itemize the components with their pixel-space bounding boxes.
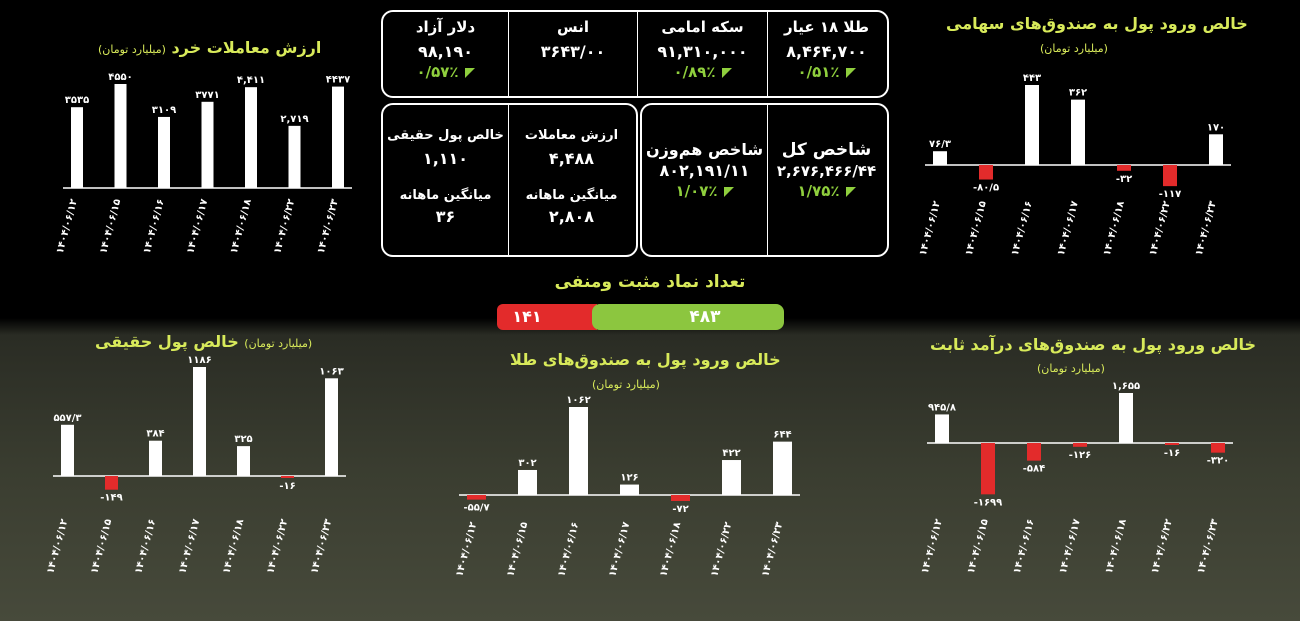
bar — [1025, 85, 1039, 165]
retail-title: ارزش معاملات خرد (میلیارد تومان) — [98, 38, 322, 57]
trade-value-label: ارزش معاملات — [524, 128, 619, 143]
price-cell-gold18 — [768, 18, 885, 81]
equity-unit: (میلیارد تومان) — [1040, 42, 1108, 55]
bar — [935, 414, 949, 443]
dollar-label: دلار آزاد — [415, 18, 476, 36]
fixed-income-title: خالص ورود پول به صندوق‌های درآمد ثابت — [930, 335, 1257, 354]
category-label: ۱۴۰۴/۰۶/۱۶ — [133, 517, 159, 576]
data-label: -۵۵/۷ — [463, 502, 490, 514]
real-money-label: خالص پول حقیقی — [387, 128, 504, 143]
data-label: ۵۵۷/۳ — [53, 412, 82, 424]
category-label: ۱۴۰۴/۰۶/۱۷ — [1057, 517, 1083, 576]
trade-avg-value: ۲,۸۰۸ — [548, 207, 595, 226]
data-label: ۳۶۲ — [1068, 87, 1088, 99]
bar — [1119, 393, 1133, 443]
data-label: ۳۵۳۵ — [64, 95, 90, 107]
fixed-income-unit: (میلیارد تومان) — [1037, 362, 1105, 375]
bar — [158, 117, 170, 188]
total-index-cell — [768, 140, 885, 200]
bar — [467, 495, 486, 500]
up-arrow-icon — [846, 187, 856, 197]
category-label: ۱۴۰۴/۰۶/۱۶ — [1011, 517, 1037, 576]
ounce-value: ۳۶۴۳/۰۰ — [540, 42, 606, 61]
category-label: ۱۴۰۴/۰۶/۱۷ — [185, 197, 211, 256]
data-label: ۳۸۴ — [146, 428, 165, 440]
bar — [202, 102, 214, 188]
gold-funds-unit: (میلیارد تومان) — [592, 378, 660, 391]
category-label: ۱۴۰۴/۰۶/۱۶ — [141, 197, 167, 256]
dollar-change: ۰/۵۷٪ — [383, 63, 508, 81]
category-label: ۱۴۰۴/۰۶/۱۵ — [963, 199, 989, 258]
real-money-chart — [45, 355, 360, 585]
data-label: ۴,۴۱۱ — [236, 75, 266, 87]
equal-weight-index-cell — [642, 140, 767, 200]
data-label: -۱۲۶ — [1068, 449, 1092, 461]
retail-value-chart — [50, 70, 360, 260]
bar — [245, 87, 257, 188]
bar — [149, 441, 162, 476]
gold-funds-title: خالص ورود پول به صندوق‌های طلا — [510, 350, 781, 369]
data-label: ۱۷۰ — [1206, 122, 1226, 134]
up-arrow-icon — [722, 68, 732, 78]
data-label: ۴۲۲ — [722, 448, 741, 460]
real-avg-label: میانگین ماهانه — [399, 188, 492, 203]
category-label: ۱۴۰۴/۰۶/۱۲ — [454, 520, 480, 579]
gold18-change: ۰/۵۱٪ — [768, 63, 885, 81]
coin-label: سکه امامی — [661, 18, 744, 36]
category-label: ۱۴۰۴/۰۶/۱۶ — [556, 520, 582, 579]
price-cell-coin — [638, 18, 767, 81]
bar — [979, 165, 993, 180]
category-label: ۱۴۰۴/۰۶/۱۵ — [505, 520, 531, 579]
data-label: ۱۰۶۳ — [319, 366, 344, 378]
up-arrow-icon — [465, 68, 475, 78]
data-label: ۱۱۸۶ — [187, 355, 212, 366]
data-label: -۵۸۴ — [1022, 463, 1046, 475]
category-label: ۱۴۰۴/۰۶/۲۲ — [265, 517, 291, 576]
category-label: ۱۴۰۴/۰۶/۱۷ — [607, 520, 633, 579]
data-label: ۳۰۲ — [518, 457, 537, 469]
trade-value-value: ۴,۴۸۸ — [548, 149, 595, 168]
bar — [1209, 134, 1223, 165]
data-label: ۱۰۶۲ — [566, 395, 591, 406]
data-label: -۳۲۰ — [1206, 455, 1230, 467]
data-label: -۱۱۷ — [1158, 189, 1182, 201]
trade-avg-label: میانگین ماهانه — [525, 188, 618, 203]
bar — [1073, 443, 1087, 447]
bar — [332, 87, 344, 188]
category-label: ۱۴۰۴/۰۶/۲۳ — [1195, 517, 1221, 576]
bar — [237, 446, 250, 476]
category-label: ۱۴۰۴/۰۶/۲۳ — [309, 517, 335, 576]
bar — [620, 485, 639, 495]
data-label: ۱۲۶ — [620, 472, 639, 484]
data-label: -۱۶۹۹ — [973, 497, 1003, 509]
bar — [1163, 165, 1177, 186]
data-label: ۷۶/۳ — [929, 139, 951, 151]
category-label: ۱۴۰۴/۰۶/۱۷ — [1055, 199, 1081, 258]
coin-value: ۹۱,۳۱۰,۰۰۰ — [657, 42, 748, 61]
category-label: ۱۴۰۴/۰۶/۱۲ — [54, 197, 80, 256]
total-index-label: شاخص کل — [781, 140, 872, 160]
data-label: -۱۶ — [1163, 448, 1181, 459]
real-money-chart-title: (میلیارد تومان) خالص پول حقیقی — [95, 332, 313, 351]
category-label: ۱۴۰۴/۰۶/۱۸ — [221, 517, 247, 576]
data-label: -۷۲ — [672, 503, 689, 515]
bar — [1165, 443, 1179, 445]
negative-count: ۱۴۱ — [512, 307, 542, 326]
gold18-label: طلا ۱۸ عیار — [784, 18, 869, 36]
data-label: ۶۴۴ — [773, 429, 792, 441]
bar — [289, 126, 301, 188]
category-label: ۱۴۰۴/۰۶/۱۲ — [45, 517, 71, 576]
category-label: ۱۴۰۴/۰۶/۱۵ — [965, 517, 991, 576]
category-label: ۱۴۰۴/۰۶/۲۳ — [760, 520, 786, 579]
data-label: -۳۲ — [1115, 173, 1133, 185]
data-label: ۳۲۵ — [234, 434, 253, 446]
bar — [518, 470, 537, 495]
bar — [61, 425, 74, 476]
category-label: ۱۴۰۴/۰۶/۲۳ — [315, 197, 341, 256]
price-cell-ounce — [509, 18, 637, 61]
data-label: ۲,۷۱۹ — [280, 113, 309, 125]
bar — [193, 367, 206, 476]
bar — [1027, 443, 1041, 461]
bar — [933, 151, 947, 165]
trade-value-cell — [509, 128, 634, 226]
equity-title: خالص ورود پول به صندوق‌های سهامی — [946, 14, 1248, 33]
equity-funds-chart — [910, 60, 1250, 260]
bar — [671, 495, 690, 501]
up-arrow-icon — [724, 187, 734, 197]
equal-weight-change: ۱/۰۷٪ — [642, 182, 767, 200]
bar — [1071, 100, 1085, 165]
category-label: ۱۴۰۴/۰۶/۲۲ — [1149, 517, 1175, 576]
equal-weight-label: شاخص هم‌وزن — [645, 140, 764, 159]
bar — [281, 476, 294, 478]
bar — [71, 107, 83, 188]
category-label: ۱۴۰۴/۰۶/۱۵ — [98, 197, 124, 256]
bar — [115, 84, 127, 188]
data-label: ۴۵۵۰ — [108, 72, 133, 83]
bar — [1117, 165, 1131, 171]
bar — [1211, 443, 1225, 453]
category-label: ۱۴۰۴/۰۶/۱۷ — [177, 517, 203, 576]
coin-change: ۰/۸۹٪ — [638, 63, 767, 81]
ounce-label: انس — [557, 18, 589, 36]
category-label: ۱۴۰۴/۰۶/۲۳ — [1193, 199, 1219, 258]
fixed-income-chart — [905, 380, 1255, 585]
data-label: ۴۴۳۷ — [325, 74, 351, 86]
category-label: ۱۴۰۴/۰۶/۱۲ — [919, 517, 945, 576]
bar — [981, 443, 995, 494]
bar — [569, 407, 588, 495]
bar — [105, 476, 118, 490]
category-label: ۱۴۰۴/۰۶/۲۲ — [1147, 199, 1173, 258]
data-label: -۱۶ — [279, 481, 296, 492]
bar — [325, 378, 338, 476]
category-label: ۱۴۰۴/۰۶/۱۸ — [1101, 199, 1127, 258]
category-label: ۱۴۰۴/۰۶/۱۵ — [89, 517, 115, 576]
total-index-value: ۲,۶۷۶,۴۶۶/۴۴ — [776, 162, 877, 180]
gold-funds-chart — [455, 393, 805, 583]
real-money-cell — [383, 128, 508, 226]
category-label: ۱۴۰۴/۰۶/۱۸ — [228, 197, 254, 256]
category-label: ۱۴۰۴/۰۶/۱۸ — [1103, 517, 1129, 576]
positive-count: ۴۸۳ — [689, 307, 721, 327]
data-label: ۳۱۰۹ — [151, 104, 177, 116]
dollar-value: ۹۸,۱۹۰ — [418, 42, 473, 61]
data-label: ۴۴۳ — [1022, 73, 1042, 84]
data-label: -۱۴۹ — [100, 492, 123, 504]
category-label: ۱۴۰۴/۰۶/۱۶ — [1009, 199, 1035, 258]
gold18-value: ۸,۴۶۴,۷۰۰ — [786, 42, 867, 61]
data-label: ۱,۶۵۵ — [1111, 381, 1141, 392]
data-label: -۸۰/۵ — [972, 182, 1000, 194]
bar — [773, 442, 792, 495]
category-label: ۱۴۰۴/۰۶/۱۲ — [917, 199, 943, 258]
equal-weight-value: ۸۰۲,۱۹۱/۱۱ — [659, 161, 750, 180]
category-label: ۱۴۰۴/۰۶/۲۲ — [272, 197, 298, 256]
bar — [722, 460, 741, 495]
counter-title: تعداد نماد مثبت ومنفی — [554, 272, 746, 292]
up-arrow-icon — [846, 68, 856, 78]
real-money-value: ۱,۱۱۰ — [422, 149, 469, 168]
real-avg-value: ۳۶ — [435, 207, 456, 226]
total-index-change: ۱/۷۵٪ — [768, 182, 885, 200]
price-cell-dollar — [383, 18, 508, 81]
category-label: ۱۴۰۴/۰۶/۲۲ — [709, 520, 735, 579]
data-label: ۳۷۷۱ — [195, 89, 220, 101]
category-label: ۱۴۰۴/۰۶/۱۸ — [658, 520, 684, 579]
data-label: ۹۴۵/۸ — [927, 402, 957, 414]
